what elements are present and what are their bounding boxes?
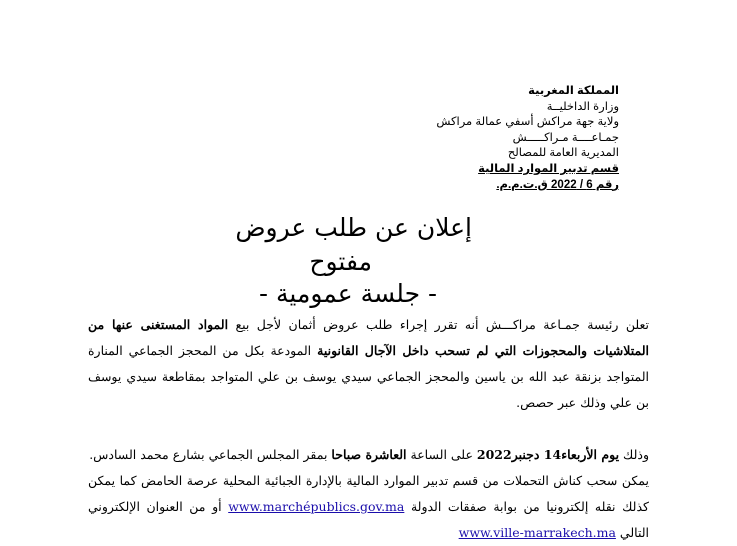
announcement-body [88,312,649,546]
paragraph-3: يمكن سحب كناش التحملات من قسم تدبير الموارد المالية بالإدارة الجبائية المحلية عرصة الحامض كما يمكن كذلك نقله إلكترونيا من بوابة صفقات الدولة www.marchépublics.gov.ma أو من العنوان الإلكتروني التالي www.ville-marrakech.ma [88,473,649,540]
title-line-1: إعلان عن طلب عروض [235,213,472,242]
directorate-line: المديرية العامة للمصالح [507,147,619,160]
wilaya-line: ولاية جهة مراكش أسفي عمالة مراكش [436,116,619,129]
paragraph-2: وذلك يوم الأربعاء14 دجنبر2022 على الساعة العاشرة صباحا بمقر المجلس الجماعي بشارع محمد السادس. [89,447,649,462]
marchespublics-link[interactable]: www.marchépublics.gov.ma [228,499,405,514]
ministry-line: وزارة الداخليــة [546,100,619,113]
kingdom-line: المملكة المغربية [528,85,619,97]
paragraph-1: تعلن رئيسة جمـاعة مراكـــش أنه تقرر إجراء طلب عروض أثمان لأجل بيع المواد المستغنى عنها من المتلاشيات والمحجوزات التي لم تسحب داخل الآجال القانونية المودعة بكل من المحجز الجماعي المنارة المتواجد بزنقة عبد الله بن ياسين والمحجز الجماعي سيدي يوسف بن علي المتواجد بمقاطعة سيدي يوسف بن علي وذلك عبر حصص. [88,317,649,410]
reference-number: رقم 6 / 2022 ق.ت.م.م. [496,178,619,191]
title-line-3: - جلسة عمومية - [259,279,437,308]
ville-marrakech-link[interactable]: www.ville-marrakech.ma [458,525,616,540]
title-line-2: مفتوح [309,247,372,276]
letterhead [319,84,619,193]
division-line: قسم تدبير الموارد المالية [478,162,619,175]
commune-line: جمـاعــــة مـراكـــــش [512,131,619,144]
